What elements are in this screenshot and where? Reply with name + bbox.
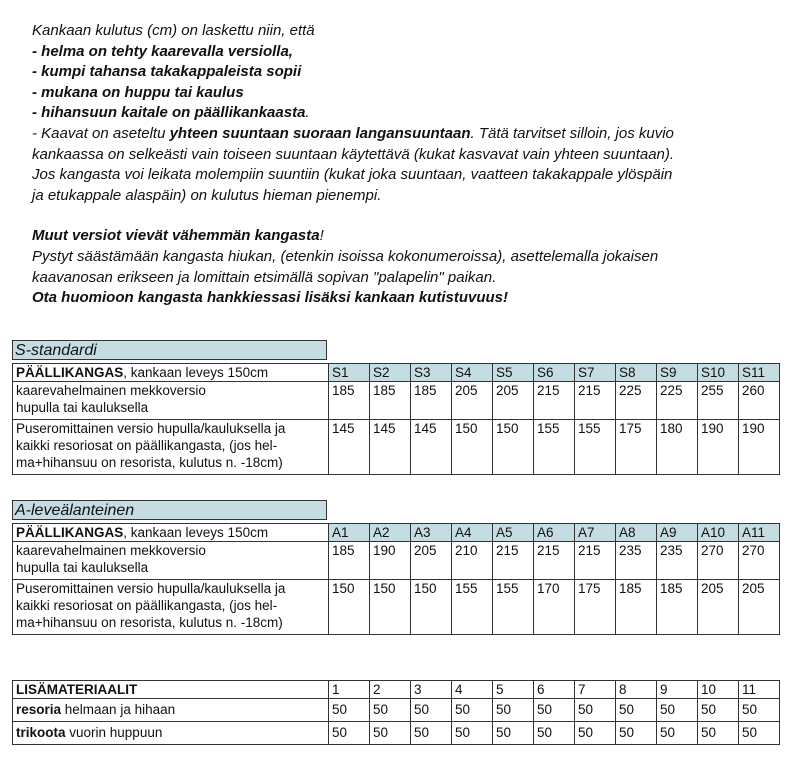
value-cell: 155	[534, 420, 575, 475]
intro-line	[32, 247, 792, 268]
intro-line	[32, 288, 792, 309]
value-cell: 190	[370, 542, 411, 580]
row-label	[13, 580, 329, 635]
size-header-cell: S2	[370, 364, 411, 382]
size-header-cell: 10	[698, 681, 739, 699]
row-label-line: Puseromittainen versio hupulla/kauluksella ja	[16, 581, 286, 596]
extras-row	[13, 699, 780, 722]
value-cell: 50	[616, 722, 657, 745]
intro-text-segment: Ota huomioon kangasta hankkiessasi lisäksi kankaan kutistuvuus!	[32, 289, 509, 307]
size-header-cell: 8	[616, 681, 657, 699]
value-cell: 145	[329, 420, 370, 475]
row-label-line: hupulla tai kauluksella	[16, 400, 149, 415]
value-cell: 50	[575, 699, 616, 722]
row-label	[13, 382, 329, 420]
intro-text-segment: Kankaan kulutus (cm) on laskettu niin, että	[32, 22, 315, 39]
section-title-a-levealanteinen: A-leveälanteinen	[12, 500, 327, 520]
value-cell: 50	[411, 722, 452, 745]
value-cell: 50	[370, 699, 411, 722]
size-header-cell: A10	[698, 524, 739, 542]
value-cell: 145	[411, 420, 452, 475]
size-header-cell: 11	[739, 681, 780, 699]
intro-text-segment: - mukana on huppu tai kaulus	[32, 83, 244, 101]
fabric-name: PÄÄLLIKANGAS	[16, 365, 124, 380]
value-cell: 185	[616, 580, 657, 635]
value-cell: 50	[329, 722, 370, 745]
material-name: trikoota	[16, 725, 66, 740]
intro-text-segment: Jos kangasta voi leikata molempiin suuntiin (kukat joka suuntaan, vaatteen takakappale ylöspäin	[32, 166, 673, 184]
size-header-cell: A11	[739, 524, 780, 542]
value-cell: 175	[575, 580, 616, 635]
row-label	[13, 420, 329, 475]
fabric-width-note: , kankaan leveys 150cm	[123, 365, 269, 380]
value-cell: 185	[329, 382, 370, 420]
extras-row	[13, 722, 780, 745]
value-cell: 155	[452, 580, 493, 635]
value-cell: 205	[493, 382, 534, 420]
value-cell: 255	[698, 382, 739, 420]
table-row	[13, 420, 780, 475]
value-cell: 50	[452, 699, 493, 722]
intro-line	[32, 145, 792, 166]
value-cell: 215	[493, 542, 534, 580]
value-cell: 215	[534, 382, 575, 420]
size-header-cell: 7	[575, 681, 616, 699]
value-cell: 50	[329, 699, 370, 722]
extras-header-label: LISÄMATERIAALIT	[13, 681, 329, 699]
value-cell: 50	[411, 699, 452, 722]
table-header-row	[13, 364, 780, 382]
fabric-table-s-standardi	[12, 363, 780, 475]
size-header-cell: S9	[657, 364, 698, 382]
value-cell: 155	[493, 580, 534, 635]
intro-line	[32, 124, 792, 145]
fabric-table-a-levealanteinen	[12, 523, 780, 635]
value-cell: 50	[739, 699, 780, 722]
table-row	[13, 580, 780, 635]
extras-row-label	[13, 699, 329, 722]
value-cell: 50	[657, 722, 698, 745]
value-cell: 215	[534, 542, 575, 580]
value-cell: 270	[739, 542, 780, 580]
size-header-cell: S1	[329, 364, 370, 382]
value-cell: 215	[575, 542, 616, 580]
value-cell: 50	[452, 722, 493, 745]
value-cell: 180	[657, 420, 698, 475]
size-header-cell: A2	[370, 524, 411, 542]
size-header-cell: S7	[575, 364, 616, 382]
intro-text-segment: - Kaavat on aseteltu	[32, 124, 170, 142]
intro-text-segment: yhteen suuntaan suoraan langansuuntaan	[169, 124, 471, 142]
value-cell: 190	[698, 420, 739, 475]
value-cell: 150	[411, 580, 452, 635]
value-cell: 50	[698, 699, 739, 722]
size-header-cell: S6	[534, 364, 575, 382]
row-label-line: kaikki resoriosat on päällikangasta, (jos hel-	[16, 438, 278, 453]
value-cell: 50	[493, 699, 534, 722]
intro-line	[32, 21, 792, 42]
size-header-cell: 4	[452, 681, 493, 699]
intro-line	[32, 186, 792, 207]
size-header-cell: 9	[657, 681, 698, 699]
size-header-cell: S3	[411, 364, 452, 382]
intro-line	[32, 165, 792, 186]
intro-text-segment: !	[319, 227, 324, 245]
extra-materials-table	[12, 680, 780, 745]
size-header-cell: 6	[534, 681, 575, 699]
intro-paragraph-2	[32, 226, 792, 308]
size-header-cell: 3	[411, 681, 452, 699]
intro-text-segment: kaavanosan erikseen ja lomittain etsimällä sopivan "palapelin" paikan.	[32, 268, 497, 286]
value-cell: 205	[411, 542, 452, 580]
value-cell: 150	[452, 420, 493, 475]
value-cell: 155	[575, 420, 616, 475]
intro-text-segment: . Tätä tarvitset silloin, jos kuvio	[470, 124, 674, 142]
material-name: resoria	[16, 702, 62, 717]
value-cell: 185	[329, 542, 370, 580]
value-cell: 225	[657, 382, 698, 420]
row-label-line: ma+hihansuu on resorista, kulutus n. -18cm)	[16, 455, 283, 470]
row-label-line: hupulla tai kauluksella	[16, 560, 149, 575]
intro-text-segment: Muut versiot vievät vähemmän kangasta	[32, 227, 320, 245]
size-header-cell: S10	[698, 364, 739, 382]
value-cell: 175	[616, 420, 657, 475]
size-header-cell: S8	[616, 364, 657, 382]
intro-text-segment: Pystyt säästämään kangasta hiukan, (etenkin isoissa kokonumeroissa), asettelemalla jokaisen	[32, 247, 659, 265]
intro-line	[32, 103, 792, 124]
intro-text-segment: - hihansuun kaitale on päällikankaasta	[32, 104, 306, 122]
intro-text-segment: ja etukappale alaspäin) on kulutus hieman pienempi.	[32, 186, 382, 204]
intro-line	[32, 83, 792, 104]
value-cell: 170	[534, 580, 575, 635]
value-cell: 225	[616, 382, 657, 420]
value-cell: 260	[739, 382, 780, 420]
value-cell: 50	[616, 699, 657, 722]
extras-row-label	[13, 722, 329, 745]
value-cell: 150	[329, 580, 370, 635]
row-label-line: kaarevahelmainen mekkoversio	[16, 543, 206, 558]
size-header-cell: 2	[370, 681, 411, 699]
fabric-header-label	[13, 364, 329, 382]
fabric-width-note: , kankaan leveys 150cm	[123, 525, 269, 540]
intro-text-segment: .	[305, 104, 310, 122]
value-cell: 185	[370, 382, 411, 420]
value-cell: 50	[370, 722, 411, 745]
table-row	[13, 542, 780, 580]
value-cell: 270	[698, 542, 739, 580]
value-cell: 215	[575, 382, 616, 420]
size-header-cell: S5	[493, 364, 534, 382]
intro-line	[32, 62, 792, 83]
size-header-cell: A4	[452, 524, 493, 542]
row-label-line: Puseromittainen versio hupulla/kauluksella ja	[16, 421, 286, 436]
table-row	[13, 382, 780, 420]
value-cell: 145	[370, 420, 411, 475]
value-cell: 50	[657, 699, 698, 722]
extras-header-row	[13, 681, 780, 699]
size-header-cell: A9	[657, 524, 698, 542]
fabric-name: PÄÄLLIKANGAS	[16, 525, 124, 540]
size-header-cell: A6	[534, 524, 575, 542]
table-header-row	[13, 524, 780, 542]
material-use: vuorin huppuun	[65, 725, 163, 740]
value-cell: 150	[370, 580, 411, 635]
value-cell: 210	[452, 542, 493, 580]
value-cell: 185	[411, 382, 452, 420]
intro-line	[32, 226, 792, 247]
intro-line	[32, 268, 792, 289]
size-header-cell: 5	[493, 681, 534, 699]
intro-text-segment: - helma on tehty kaarevalla versiolla,	[32, 42, 293, 60]
intro-text-segment: kankaassa on selkeästi vain toiseen suuntaan käytettävä (kukat kasvavat vain yhteen suuntaan).	[32, 145, 675, 163]
size-header-cell: S4	[452, 364, 493, 382]
value-cell: 235	[616, 542, 657, 580]
value-cell: 190	[739, 420, 780, 475]
intro-text-segment: - kumpi tahansa takakappaleista sopii	[32, 63, 302, 81]
size-header-cell: A8	[616, 524, 657, 542]
value-cell: 205	[452, 382, 493, 420]
value-cell: 150	[493, 420, 534, 475]
value-cell: 50	[575, 722, 616, 745]
fabric-header-label	[13, 524, 329, 542]
row-label-line: kaikki resoriosat on päällikangasta, (jos hel-	[16, 598, 278, 613]
value-cell: 185	[657, 580, 698, 635]
value-cell: 50	[698, 722, 739, 745]
row-label-line: kaarevahelmainen mekkoversio	[16, 383, 206, 398]
value-cell: 50	[534, 722, 575, 745]
intro-line	[32, 42, 792, 63]
value-cell: 50	[739, 722, 780, 745]
size-header-cell: S11	[739, 364, 780, 382]
value-cell: 50	[493, 722, 534, 745]
section-title-s-standardi: S-standardi	[12, 340, 327, 360]
size-header-cell: A3	[411, 524, 452, 542]
value-cell: 205	[739, 580, 780, 635]
intro-paragraph-1	[32, 21, 792, 206]
value-cell: 205	[698, 580, 739, 635]
size-header-cell: 1	[329, 681, 370, 699]
row-label	[13, 542, 329, 580]
value-cell: 235	[657, 542, 698, 580]
intro-text	[32, 21, 792, 309]
row-label-line: ma+hihansuu on resorista, kulutus n. -18cm)	[16, 615, 283, 630]
size-header-cell: A1	[329, 524, 370, 542]
material-use: helmaan ja hihaan	[61, 702, 176, 717]
size-header-cell: A7	[575, 524, 616, 542]
size-header-cell: A5	[493, 524, 534, 542]
value-cell: 50	[534, 699, 575, 722]
